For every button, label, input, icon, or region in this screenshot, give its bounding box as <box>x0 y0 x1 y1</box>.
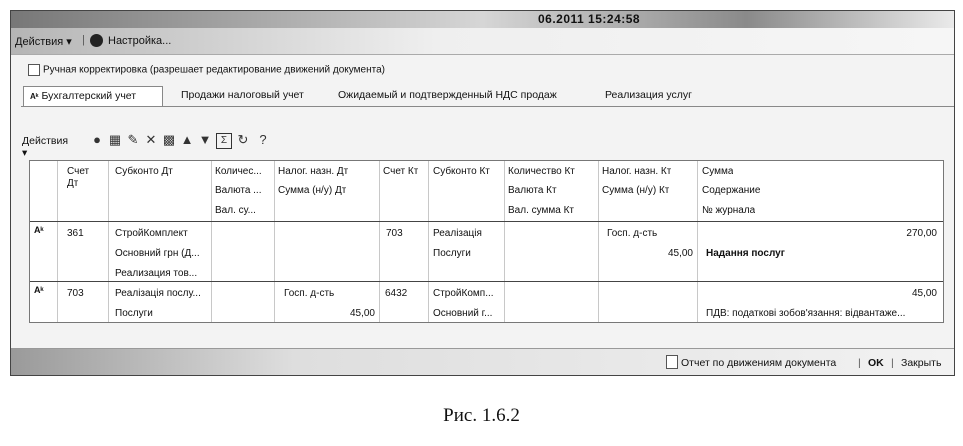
sum-icon[interactable]: Σ <box>216 133 232 149</box>
help-icon[interactable]: ? <box>259 132 267 147</box>
row-1-subconto-kt-1[interactable]: Реалізація <box>433 228 482 239</box>
row-1-tax-kt[interactable]: Госп. д-сть <box>607 228 658 239</box>
header-sum[interactable]: Сумма <box>702 166 734 177</box>
row-2-tax-dt[interactable]: Госп. д-сть <box>284 288 335 299</box>
row-2-subconto-dt-2[interactable]: Послуги <box>115 308 153 319</box>
col-divider <box>598 161 599 322</box>
settings-menu[interactable]: Настройка... <box>108 35 172 47</box>
col-divider <box>428 161 429 322</box>
manual-correction-label: Ручная корректировка (разрешает редактирование движений документа) <box>43 64 385 76</box>
col-divider <box>57 161 58 322</box>
tab-sales-tax[interactable]: Продажи налоговый учет <box>181 89 304 101</box>
col-divider <box>504 161 505 322</box>
row-1-sum[interactable]: 270,00 <box>906 228 937 239</box>
row-2-subconto-kt-2[interactable]: Основний г... <box>433 308 493 319</box>
col-divider <box>697 161 698 322</box>
close-button[interactable]: Закрыть <box>901 357 942 369</box>
header-tax-dt[interactable]: Налог. назн. Дт <box>278 166 349 177</box>
row-2-dt-account[interactable]: 703 <box>67 288 84 299</box>
move-up-icon[interactable]: ▲ <box>180 132 194 147</box>
header-qty-kt[interactable]: Количество Кт <box>508 166 575 177</box>
header-tax-kt[interactable]: Налог. назн. Кт <box>602 166 672 177</box>
col-divider <box>379 161 380 322</box>
tab-accounting-label: Бухгалтерский учет <box>41 90 137 102</box>
copy-icon[interactable]: ▦ <box>108 132 122 147</box>
header-tax-sum-dt[interactable]: Сумма (н/у) Дт <box>278 185 347 196</box>
header-currency-dt[interactable]: Валюта ... <box>215 185 262 196</box>
row-1-subconto-kt-2[interactable]: Послуги <box>433 248 471 259</box>
header-subconto-dt[interactable]: Субконто Дт <box>115 166 173 177</box>
col-divider <box>108 161 109 322</box>
tab-services-sale[interactable]: Реализация услуг <box>605 89 692 101</box>
header-curr-sum-dt[interactable]: Вал. су... <box>215 205 256 216</box>
col-divider <box>211 161 212 322</box>
row-1-kt-account[interactable]: 703 <box>386 228 403 239</box>
actions-menu[interactable]: Действия ▾ <box>15 36 72 48</box>
row-2-type-icon: Aᵏ <box>34 285 44 295</box>
status-bar <box>11 348 954 375</box>
col-divider <box>274 161 275 322</box>
row-2-subconto-kt-1[interactable]: СтройКомп... <box>433 288 494 299</box>
ok-button[interactable]: OK <box>868 357 884 369</box>
header-separator <box>30 221 943 222</box>
header-dt-account[interactable]: Счет <box>67 166 90 177</box>
row-2-tax-sum-dt[interactable]: 45,00 <box>349 308 375 319</box>
header-qty-dt[interactable]: Количес... <box>215 166 262 177</box>
menu-separator: | <box>82 34 85 46</box>
menu-bar <box>11 28 954 55</box>
header-currency-kt[interactable]: Валюта Кт <box>508 185 557 196</box>
manual-correction-row[interactable] <box>28 64 385 76</box>
header-subconto-kt[interactable]: Субконто Кт <box>433 166 490 177</box>
row-2-sum[interactable]: 45,00 <box>911 288 937 299</box>
header-tax-sum-kt[interactable]: Сумма (н/у) Кт <box>602 185 670 196</box>
row-2-kt-account[interactable]: 6432 <box>385 288 408 299</box>
row-2-subconto-dt-1[interactable]: Реалізація послу... <box>115 288 201 299</box>
title-bar <box>11 11 954 28</box>
tab-accounting[interactable] <box>23 86 163 106</box>
tab-strip <box>21 86 954 106</box>
tab-baseline <box>21 106 954 107</box>
header-journal[interactable]: № журнала <box>702 205 756 216</box>
tab-vat-sales[interactable]: Ожидаемый и подтвержденный НДС продаж <box>338 89 557 101</box>
row-1-subconto-dt-3[interactable]: Реализация тов... <box>115 268 198 279</box>
row-1-subconto-dt-1[interactable]: СтройКомплект <box>115 228 188 239</box>
header-kt-account[interactable]: Счет Кт <box>383 166 419 177</box>
tab-accounting-icon: Aᵏ <box>30 92 39 101</box>
add-icon[interactable]: ● <box>93 132 101 147</box>
refresh-icon[interactable]: ↻ <box>237 132 249 147</box>
row-1-type-icon: Aᵏ <box>34 225 44 235</box>
row-1-tax-sum-kt[interactable]: 45,00 <box>667 248 693 259</box>
header-content[interactable]: Содержание <box>702 185 761 196</box>
settings-icon[interactable] <box>90 34 103 47</box>
header-dt-account-2: Дт <box>67 178 79 189</box>
manual-correction-checkbox[interactable] <box>28 64 40 76</box>
header-curr-sum-kt[interactable]: Вал. сумма Кт <box>508 205 575 216</box>
row-1-content[interactable]: Надання послуг <box>706 248 785 259</box>
grid-actions-menu[interactable]: Действия ▾ <box>22 135 69 159</box>
title-timestamp: 06.2011 15:24:58 <box>538 12 641 26</box>
row-1-dt-account[interactable]: 361 <box>67 228 84 239</box>
row-1-subconto-dt-2[interactable]: Основний грн (Д... <box>115 248 200 259</box>
edit-icon[interactable]: ✎ <box>127 132 139 147</box>
figure-caption: Рис. 1.6.2 <box>443 405 520 426</box>
report-icon <box>666 355 678 369</box>
row-separator <box>30 281 943 282</box>
delete-icon[interactable]: ✕ <box>145 132 157 147</box>
status-separator: | <box>858 357 861 369</box>
move-down-icon[interactable]: ▼ <box>198 132 212 147</box>
post-icon[interactable]: ▩ <box>162 132 176 147</box>
movements-report-link[interactable]: Отчет по движениям документа <box>681 357 837 369</box>
status-separator-2: | <box>891 357 894 369</box>
row-2-content[interactable]: ПДВ: податкові зобов'язання: відвантаже... <box>706 308 906 319</box>
movements-table <box>29 160 944 323</box>
